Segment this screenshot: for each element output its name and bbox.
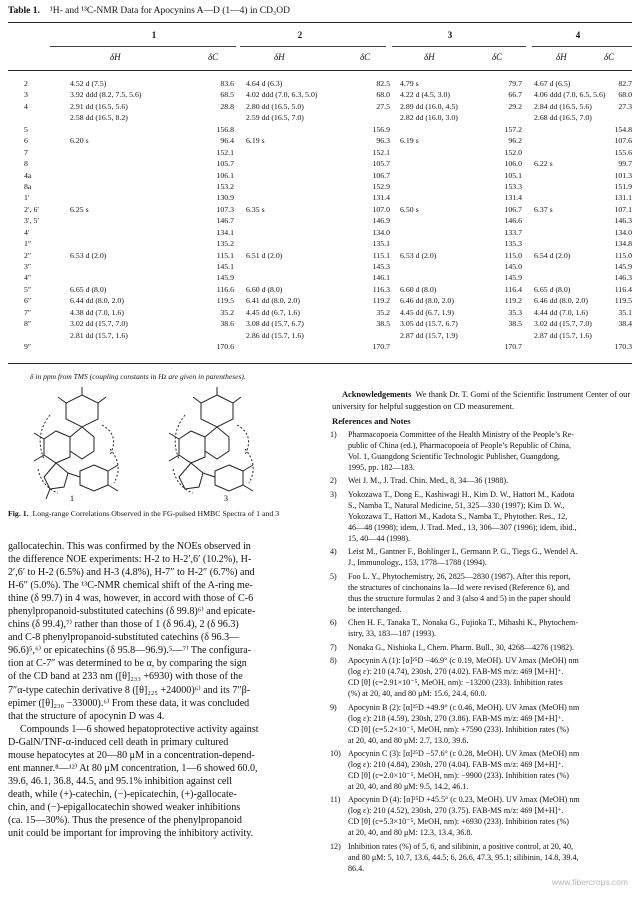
table-cell-c-shift-3: 106.0 bbox=[504, 159, 522, 169]
table-cell-position: 4″ bbox=[24, 273, 32, 283]
reference-number: 2) bbox=[330, 476, 337, 486]
reference-text: Apocynin B (2): [α]²⁵D +49.9° (c 0.46, MeOH). UV λmax (MeOH) nm (log ε): 218 (4.59), 230sh, 270 (3.86). FAB-MS m/z: 469 [M+H]⁺. CD [θ] (c=5.2×10⁻⁵, MeOH, nm): +7590 (233). Inhibition rates (%) at 20, 40, and 80 μM: 2.7, 13.0, 39.6. bbox=[348, 702, 580, 745]
hmbc-structures-figure bbox=[10, 385, 310, 503]
table-row bbox=[8, 238, 632, 249]
table-cell-c-shift-1: 134.1 bbox=[216, 227, 234, 237]
table-footnote: δ in ppm from TMS (coupling constants in Hz are given in parentheses). bbox=[30, 372, 246, 381]
reference-text: Yokozawa T., Dong E., Kashiwagi H., Kim D. W., Hattori M., Kadota S., Namba T., Natural Medicine, 51, 325—330 (1997); Kim D. W., Yokozawa T., Hattori M., Kadota S., Namba T., Phytother. Res., 12, 46—48 (1998); idem, J. Trad. Med., 13, 306—307 (1996); idem, ibid., 15, 40—44 (1998). bbox=[348, 489, 577, 543]
table-cell-c-shift-3: 152.0 bbox=[504, 147, 522, 157]
table-row bbox=[8, 250, 632, 261]
table-top-rule bbox=[8, 22, 632, 23]
reference-item bbox=[330, 795, 632, 839]
table-cell-c-shift-3: 170.7 bbox=[504, 342, 522, 352]
table-cell-h-shift-3: 2.87 dd (15.7, 1.9) bbox=[400, 330, 458, 340]
reference-text: Apocynin A (1): [α]²⁵D −46.9° (c 0.19, MeOH). UV λmax (MeOH) nm (log ε): 210 (4.74), 230sh, 270 (4.02). FAB-MS m/z: 469 [M+H]⁺. CD [θ] (c=2.91×10⁻⁵, MeOH, nm): −13200 (233). Inhibition rates (%) at 20, 40, and 80 μM: 15.6, 24.4, 60.0. bbox=[348, 656, 579, 699]
figure-caption-text: Long-range Correlations Observed in the FG-pulsed HMBC Spectra of 1 and 3 bbox=[32, 509, 280, 518]
col-h-1: δH bbox=[110, 52, 121, 62]
table-cell-c-shift-3: 146.6 bbox=[504, 216, 522, 226]
table-cell-c-shift-4: 116.4 bbox=[614, 284, 632, 294]
table-cell-c-shift-3: 119.2 bbox=[504, 296, 522, 306]
watermark-text: www.fibercrops.com bbox=[551, 877, 628, 887]
table-cell-c-shift-4: 119.5 bbox=[614, 296, 632, 306]
reference-number: 8) bbox=[330, 656, 337, 666]
table-row bbox=[8, 192, 632, 203]
table-cell-c-shift-3: 96.2 bbox=[508, 136, 522, 146]
table-title: ¹H- and ¹³C-NMR Data for Apocynins A—D (1—4) in CD₃OD bbox=[49, 6, 290, 16]
table-row bbox=[8, 330, 632, 341]
table-cell-h-shift-2: 2.59 dd (16.5, 7.0) bbox=[246, 113, 304, 123]
table-cell-c-shift-3: 35.3 bbox=[508, 307, 522, 317]
table-row bbox=[8, 295, 632, 306]
table-cell-c-shift-4: 146.3 bbox=[614, 273, 632, 283]
table-row bbox=[8, 135, 632, 146]
table-row bbox=[8, 89, 632, 100]
reference-text: Leist M., Gantner F., Bohlinger I., Germann P. G., Tiegs G., Wendel A. J., Immunology., 153, 1778—1788 (1994). bbox=[348, 547, 578, 568]
compound-header-3: 3 bbox=[447, 30, 453, 40]
table-row bbox=[8, 181, 632, 192]
table-row bbox=[8, 215, 632, 226]
table-cell-position: 3″ bbox=[24, 262, 32, 271]
table-cell-c-shift-1: 105.7 bbox=[216, 159, 234, 169]
table-cell-position: 7 bbox=[24, 147, 28, 157]
table-cell-c-shift-4: 134.0 bbox=[614, 227, 632, 237]
table-cell-c-shift-1: 83.6 bbox=[220, 79, 234, 88]
table-cell-h-shift-2: 6.41 dd (8.0, 2.0) bbox=[246, 296, 300, 306]
table-cell-h-shift-3: 4.45 dd (6.7, 1.9) bbox=[400, 307, 454, 317]
table-cell-h-shift-1: 4.52 d (7.5) bbox=[70, 79, 107, 88]
reference-item bbox=[330, 703, 632, 747]
table-row bbox=[8, 124, 632, 135]
table-cell-c-shift-3: 116.4 bbox=[504, 284, 522, 294]
reference-item bbox=[330, 547, 632, 569]
table-cell-c-shift-3: 106.7 bbox=[504, 204, 522, 214]
table-cell-h-shift-3: 6.50 s bbox=[400, 204, 419, 214]
reference-number: 5) bbox=[330, 571, 337, 581]
table-row bbox=[8, 204, 632, 215]
table-cell-h-shift-1: 3.92 ddd (8.2, 7.5, 5.6) bbox=[70, 90, 142, 100]
table-cell-h-shift-3: 6.46 dd (8.0, 2.0) bbox=[400, 296, 454, 306]
table-cell-c-shift-4: 38.4 bbox=[618, 319, 632, 329]
table-label: Table 1. bbox=[8, 6, 40, 16]
table-cell-c-shift-1: 68.5 bbox=[220, 90, 234, 100]
reference-item bbox=[330, 842, 632, 875]
col-h-2: δH bbox=[274, 52, 285, 62]
table-cell-c-shift-4: 99.7 bbox=[618, 159, 632, 169]
table-cell-position: 4′ bbox=[24, 227, 30, 237]
table-cell-c-shift-2: 152.9 bbox=[372, 181, 390, 191]
table-cell-c-shift-2: 146.1 bbox=[372, 273, 390, 283]
table-cell-h-shift-3: 6.53 d (2.0) bbox=[400, 250, 437, 260]
reference-item bbox=[330, 430, 632, 474]
table-cell-c-shift-2: 170.7 bbox=[372, 342, 390, 352]
figure-caption-label: Fig. 1. bbox=[8, 509, 29, 518]
compound-header-1: 1 bbox=[151, 30, 157, 40]
reference-item bbox=[330, 476, 632, 487]
table-cell-c-shift-3: 29.2 bbox=[508, 101, 522, 111]
table-cell-c-shift-1: 130.9 bbox=[216, 193, 234, 203]
table-cell-h-shift-1: 6.25 s bbox=[70, 204, 89, 214]
table-row bbox=[8, 307, 632, 318]
table-cell-h-shift-3: 6.19 s bbox=[400, 136, 419, 146]
reference-text: Wei J. M., J. Trad. Chin. Med., 8, 34—36 (1988). bbox=[348, 476, 509, 486]
table-cell-h-shift-4: 2.68 dd (16.5, 7.0) bbox=[534, 113, 592, 123]
table-cell-h-shift-1: 6.44 dd (8.0, 2.0) bbox=[70, 296, 124, 306]
table-cell-c-shift-4: 155.6 bbox=[614, 147, 632, 157]
table-cell-c-shift-4: 151.9 bbox=[614, 181, 632, 191]
table-cell-c-shift-1: 119.5 bbox=[216, 296, 234, 306]
table-cell-c-shift-1: 107.3 bbox=[216, 204, 234, 214]
table-cell-h-shift-4: 4.06 ddd (7.0, 6.5, 5.6) bbox=[534, 90, 606, 100]
reference-item bbox=[330, 490, 632, 545]
table-cell-h-shift-1: 3.02 dd (15.7, 7.0) bbox=[70, 319, 128, 329]
table-cell-h-shift-2: 6.51 d (2.0) bbox=[246, 250, 283, 260]
reference-text: Inhibition rates (%) of 5, 6, and silibinin, a positive control, at 20, 40, and 80 μM: 5, 10.7, 13.6, 44.5; 6, 26.6, 47.3, 95.1; silibinin, 14.8, 39.4, 86.4. bbox=[348, 841, 579, 873]
table-row bbox=[8, 341, 632, 352]
table-cell-c-shift-4: 134.8 bbox=[614, 239, 632, 249]
table-cell-c-shift-2: 145.3 bbox=[372, 262, 390, 271]
table-cell-c-shift-3: 135.3 bbox=[504, 239, 522, 249]
table-cell-c-shift-3: 157.2 bbox=[504, 124, 522, 134]
table-cell-c-shift-4: 68.0 bbox=[618, 90, 632, 100]
reference-number: 3) bbox=[330, 489, 337, 499]
table-cell-h-shift-4: 6.22 s bbox=[534, 159, 553, 169]
table-cell-c-shift-4: 82.7 bbox=[618, 79, 632, 88]
table-row bbox=[8, 272, 632, 283]
col-h-4: δH bbox=[556, 52, 567, 62]
table-cell-c-shift-1: 146.7 bbox=[216, 216, 234, 226]
reference-text: Chen H. F., Tanaka T., Nonaka G., Fujioka T., Mihashi K., Phytochem- istry, 33, 183—187 (1993). bbox=[348, 618, 579, 639]
table-cell-c-shift-2: 107.0 bbox=[372, 204, 390, 214]
reference-number: 10) bbox=[330, 749, 341, 759]
reference-item bbox=[330, 749, 632, 793]
compound-header-2: 2 bbox=[297, 30, 303, 40]
table-cell-c-shift-2: 68.0 bbox=[376, 90, 390, 100]
table-row bbox=[8, 318, 632, 329]
table-head-rule bbox=[8, 70, 632, 71]
table-cell-position: 1″ bbox=[24, 239, 32, 249]
reference-number: 7) bbox=[330, 642, 337, 652]
table-cell-h-shift-4: 2.87 dd (15.7, 1.6) bbox=[534, 330, 592, 340]
table-cell-h-shift-4: 3.02 dd (15.7, 7.0) bbox=[534, 319, 592, 329]
table-cell-c-shift-2: 38.5 bbox=[376, 319, 390, 329]
table-cell-h-shift-1: 2.81 dd (15.7, 1.6) bbox=[70, 330, 128, 340]
reference-item bbox=[330, 618, 632, 640]
compound-3-rule bbox=[392, 46, 526, 47]
table-cell-h-shift-4: 4.44 dd (7.0, 1.6) bbox=[534, 307, 588, 317]
table-cell-h-shift-4: 6.54 d (2.0) bbox=[534, 250, 571, 260]
acknowledgements bbox=[332, 389, 632, 412]
table-cell-c-shift-1: 145.1 bbox=[216, 262, 234, 271]
table-cell-c-shift-3: 133.7 bbox=[504, 227, 522, 237]
table-cell-c-shift-1: 28.8 bbox=[220, 101, 234, 111]
table-cell-c-shift-2: 82.5 bbox=[376, 79, 390, 88]
table-cell-c-shift-1: 153.2 bbox=[216, 181, 234, 191]
table-row bbox=[8, 170, 632, 181]
table-cell-c-shift-3: 131.4 bbox=[504, 193, 522, 203]
table-cell-h-shift-2: 2.86 dd (15.7, 1.6) bbox=[246, 330, 304, 340]
table-cell-c-shift-2: 115.1 bbox=[372, 250, 390, 260]
table-cell-c-shift-1: 170.6 bbox=[216, 342, 234, 352]
table-cell-c-shift-1: 115.1 bbox=[216, 250, 234, 260]
compound-2-rule bbox=[240, 46, 386, 47]
table-cell-h-shift-2: 6.19 s bbox=[246, 136, 265, 146]
table-cell-c-shift-2: 134.0 bbox=[372, 227, 390, 237]
table-cell-position: 1′ bbox=[24, 193, 30, 203]
left-column-text bbox=[8, 540, 314, 840]
table-row bbox=[8, 284, 632, 295]
reference-item bbox=[330, 572, 632, 616]
table-cell-c-shift-2: 96.3 bbox=[376, 136, 390, 146]
table-cell-h-shift-1: 2.91 dd (16.5, 5.6) bbox=[70, 101, 128, 111]
table-cell-h-shift-2: 3.08 dd (15.7, 6.7) bbox=[246, 319, 304, 329]
table-cell-c-shift-4: 101.3 bbox=[614, 170, 632, 180]
table-cell-c-shift-3: 115.0 bbox=[504, 250, 522, 260]
table-cell-c-shift-3: 153.3 bbox=[504, 181, 522, 191]
table-cell-position: 6 bbox=[24, 136, 28, 146]
table-cell-c-shift-2: 146.9 bbox=[372, 216, 390, 226]
table-cell-h-shift-4: 6.65 d (8.0) bbox=[534, 284, 571, 294]
table-row bbox=[8, 261, 632, 272]
structure-3-drawing bbox=[169, 387, 253, 493]
table-cell-h-shift-1: 6.65 d (8.0) bbox=[70, 284, 107, 294]
table-cell-position: 8 bbox=[24, 159, 28, 169]
table-cell-c-shift-1: 156.8 bbox=[216, 124, 234, 134]
table-cell-h-shift-4: 4.67 d (6.5) bbox=[534, 79, 571, 88]
reference-number: 12) bbox=[330, 841, 341, 851]
table-cell-c-shift-2: 35.2 bbox=[376, 307, 390, 317]
structure-1-label: 1 bbox=[70, 494, 74, 503]
table-row bbox=[8, 101, 632, 112]
table-cell-position: 4 bbox=[24, 101, 28, 111]
col-c-4: δC bbox=[604, 52, 615, 62]
table-cell-h-shift-1: 4.38 dd (7.0, 1.6) bbox=[70, 307, 124, 317]
table-cell-h-shift-2: 6.60 d (8.0) bbox=[246, 284, 283, 294]
table-cell-h-shift-1: 6.53 d (2.0) bbox=[70, 250, 107, 260]
body-paragraph: Compounds 1—6 showed hepatoprotective activity against D-GalN/TNF-α-induced cell death in primary cultured mouse hepatocytes at 20—80 μM in a concentration-depend- ent manner.⁸—¹²⁾ At 80 μM concentration, 1—6 showed 60.0, 39.6, 46.1, 36.8, 44.5, and 95.1% inhibition against cell death, while (+)-catechin, (−)-epicatechin, (+)-gallocate- chin, and (−)-epigallocatechin showed weaker inhibitions (ca. 15—30%). Thus the presence of the phenylpropanoid unit could be important for improving the inhibitory activity. bbox=[8, 723, 259, 840]
table-cell-c-shift-2: 105.7 bbox=[372, 159, 390, 169]
table-cell-c-shift-4: 146.3 bbox=[614, 216, 632, 226]
table-row bbox=[8, 158, 632, 169]
table-cell-c-shift-4: 107.1 bbox=[614, 204, 632, 214]
table-cell-c-shift-4: 107.6 bbox=[614, 136, 632, 146]
table-cell-c-shift-2: 152.1 bbox=[372, 147, 390, 157]
table-row bbox=[8, 78, 632, 89]
table-cell-c-shift-1: 35.2 bbox=[220, 307, 234, 317]
reference-number: 6) bbox=[330, 618, 337, 628]
table-cell-c-shift-3: 105.1 bbox=[504, 170, 522, 180]
table-cell-position: 2 bbox=[24, 79, 28, 88]
table-cell-c-shift-4: 131.1 bbox=[614, 193, 632, 203]
references-heading: References and Notes bbox=[332, 416, 411, 426]
table-cell-h-shift-2: 4.45 dd (6.7, 1.6) bbox=[246, 307, 300, 317]
table-cell-h-shift-2: 4.64 d (6.3) bbox=[246, 79, 283, 88]
reference-text: Pharmacopoeia Committee of the Health Ministry of the People’s Re- public of China (ed.), Pharmacopoeia of People’s Republic of China, Vol. 1, Guangdong Scientific Technologic Publisher, Guangdong, 1995, pp. 182—183. bbox=[348, 430, 574, 472]
table-cell-c-shift-2: 156.9 bbox=[372, 124, 390, 134]
table-cell-c-shift-3: 79.7 bbox=[508, 79, 522, 88]
acknowledgements-text: We thank Dr. T. Gomi of the Scientific Instrument Center of our university for helpful suggestion on CD measurement. bbox=[332, 390, 631, 411]
table-cell-c-shift-2: 119.2 bbox=[372, 296, 390, 306]
reference-number: 1) bbox=[330, 430, 337, 439]
table-cell-c-shift-4: 27.3 bbox=[618, 101, 632, 111]
table-cell-c-shift-1: 116.6 bbox=[216, 284, 234, 294]
reference-text: Apocynin C (3): [α]²⁵D −57.6° (c 0.28, MeOH). UV λmax (MeOH) nm (log ε): 210 (4.84), 230sh, 270 (4.04). FAB-MS m/z: 469 [M+H]⁺. CD [θ] (c=2.0×10⁻⁵, MeOH, nm): −9900 (233). Inhibition rates (%) at 20, 40, and 80 μM: 9.5, 14.2, 46.1. bbox=[348, 749, 580, 791]
table-cell-c-shift-4: 35.1 bbox=[618, 307, 632, 317]
table-cell-h-shift-3: 4.79 s bbox=[400, 79, 419, 88]
table-cell-c-shift-2: 116.3 bbox=[372, 284, 390, 294]
figure-caption bbox=[8, 508, 314, 519]
table-cell-h-shift-3: 2.89 dd (16.0, 4.5) bbox=[400, 101, 458, 111]
compound-header-4: 4 bbox=[575, 30, 581, 40]
table-cell-h-shift-2: 6.35 s bbox=[246, 204, 265, 214]
col-c-3: δC bbox=[492, 52, 503, 62]
table-cell-c-shift-1: 38.6 bbox=[220, 319, 234, 329]
table-cell-position: 4a bbox=[24, 170, 32, 180]
table-cell-position: 5″ bbox=[24, 284, 32, 294]
table-cell-h-shift-1: 6.20 s bbox=[70, 136, 89, 146]
table-row bbox=[8, 227, 632, 238]
reference-item bbox=[330, 656, 632, 700]
structure-1-drawing bbox=[34, 387, 118, 499]
references-list bbox=[330, 430, 632, 877]
table-body bbox=[8, 78, 632, 353]
table-cell-position: 8″ bbox=[24, 319, 32, 329]
table-cell-h-shift-4: 2.84 dd (16.5, 5.6) bbox=[534, 101, 592, 111]
table-cell-position: 5 bbox=[24, 124, 28, 134]
table-cell-position: 2′, 6′ bbox=[24, 204, 40, 214]
structure-3-label: 3 bbox=[224, 494, 228, 503]
compound-4-rule bbox=[532, 46, 632, 47]
acknowledgements-heading: Acknowledgements bbox=[342, 390, 412, 399]
col-h-3: δH bbox=[424, 52, 435, 62]
table-cell-c-shift-1: 152.1 bbox=[216, 147, 234, 157]
table-cell-h-shift-3: 4.22 d (4.5, 3.0) bbox=[400, 90, 451, 100]
table-cell-c-shift-3: 145.0 bbox=[504, 262, 522, 271]
table-cell-c-shift-3: 66.7 bbox=[508, 90, 522, 100]
table-cell-c-shift-1: 145.9 bbox=[216, 273, 234, 283]
table-caption bbox=[8, 6, 290, 16]
table-cell-c-shift-3: 145.9 bbox=[504, 273, 522, 283]
col-c-2: δC bbox=[360, 52, 371, 62]
table-cell-c-shift-1: 106.1 bbox=[216, 170, 234, 180]
table-row bbox=[8, 112, 632, 123]
table-cell-h-shift-2: 2.80 dd (16.5, 5.0) bbox=[246, 101, 304, 111]
reference-number: 11) bbox=[330, 795, 341, 805]
reference-number: 4) bbox=[330, 547, 337, 557]
table-cell-c-shift-4: 115.0 bbox=[614, 250, 632, 260]
table-cell-c-shift-3: 38.5 bbox=[508, 319, 522, 329]
table-cell-h-shift-4: 6.37 s bbox=[534, 204, 553, 214]
reference-text: Foo L. Y., Phytochemistry, 26, 2825—2830 (1987). After this report, the structures of cinchonains Ia—Id were revised (Reference 6), and thus the structure formulas 2 and 3 (also 4 and 5) in the paper should be interchanged. bbox=[348, 571, 571, 614]
table-cell-c-shift-4: 154.8 bbox=[614, 124, 632, 134]
table-cell-c-shift-4: 145.9 bbox=[614, 262, 632, 271]
compound-1-rule bbox=[50, 46, 236, 47]
reference-item bbox=[330, 643, 632, 654]
table-cell-h-shift-3: 2.82 dd (16.0, 3.0) bbox=[400, 113, 458, 123]
reference-text: Apocynin D (4): [α]²⁵D +45.5° (c 0.23, MeOH). UV λmax (MeOH) nm (log ε): 210 (4.52), 230sh, 270 (3.75). FAB-MS m/z: 469 [M+H]⁺. CD [θ] (c=5.3×10⁻⁵, MeOH, nm): +6930 (233). Inhibition rates (%) at 20, 40, and 80 μM: 12.3, 13.4, 36.8. bbox=[348, 795, 580, 838]
table-cell-c-shift-2: 131.4 bbox=[372, 193, 390, 203]
body-paragraph: gallocatechin. This was confirmed by the NOEs observed in the difference NOE experiments: H-2 to H-2′,6′ (10.2%), H- 2′,6′ to H-2 (6.5%) and H-3 (4.8%), H-7″ to H-2″ (6.7%) and H-6″ (5.0%). The ¹³C-NMR chemical shift of the A-ring me- thine (δ 99.7) in 4 was, however, in accord with those of C-6 phenylpropanoid-substituted catechins (δ 99.8)⁶⁾ and epicate- chins (δ 99.4),⁷⁾ rather than those of 1 (δ 96.4), 2 (δ 96.3) and C-8 phenylpropanoid-substituted catechins (δ 96.3— 96.6)⁵,⁶⁾ or epicatechins (δ 95.8—96.9).⁵—⁷⁾ The configura- tion at C-7″ was determined to be α, by comparing the sign of the CD band at 233 nm ([θ]₂₃₃ +6930) with those of the 7″α-type catechin derivative 8 ([θ]₂₂₅ +24000)⁶⁾ and its 7″β- epimer ([θ]₂₃₀ −33000).⁶⁾ From these data, it was concluded that the structure of apocynin D was 4. bbox=[8, 541, 256, 722]
table-cell-h-shift-3: 3.05 dd (15.7, 6.7) bbox=[400, 319, 458, 329]
table-cell-position: 2″ bbox=[24, 250, 32, 260]
table-cell-position: 3 bbox=[24, 90, 28, 100]
table-cell-c-shift-1: 135.2 bbox=[216, 239, 234, 249]
table-cell-h-shift-1: 2.58 dd (16.5, 8.2) bbox=[70, 113, 128, 123]
reference-text: Nonaka G., Nishioka I., Chem. Pharm. Bull., 30, 4268—4276 (1982). bbox=[348, 642, 574, 652]
table-row bbox=[8, 147, 632, 158]
table-cell-position: 3′, 5′ bbox=[24, 216, 40, 226]
table-cell-c-shift-4: 170.3 bbox=[614, 342, 632, 352]
table-cell-position: 6″ bbox=[24, 296, 32, 306]
table-cell-position: 9″ bbox=[24, 342, 32, 352]
table-cell-h-shift-2: 4.02 ddd (7.0, 6.3, 5.0) bbox=[246, 90, 318, 100]
table-cell-c-shift-2: 27.5 bbox=[376, 101, 390, 111]
table-cell-position: 8a bbox=[24, 181, 32, 191]
col-c-1: δC bbox=[208, 52, 219, 62]
reference-number: 9) bbox=[330, 702, 337, 712]
table-cell-position: 7″ bbox=[24, 307, 32, 317]
table-cell-h-shift-4: 6.46 dd (8.0, 2.0) bbox=[534, 296, 588, 306]
table-bottom-rule bbox=[8, 363, 632, 364]
table-cell-c-shift-2: 106.7 bbox=[372, 170, 390, 180]
table-cell-h-shift-3: 6.60 d (8.0) bbox=[400, 284, 437, 294]
table-cell-c-shift-2: 135.1 bbox=[372, 239, 390, 249]
table-cell-c-shift-1: 96.4 bbox=[220, 136, 234, 146]
